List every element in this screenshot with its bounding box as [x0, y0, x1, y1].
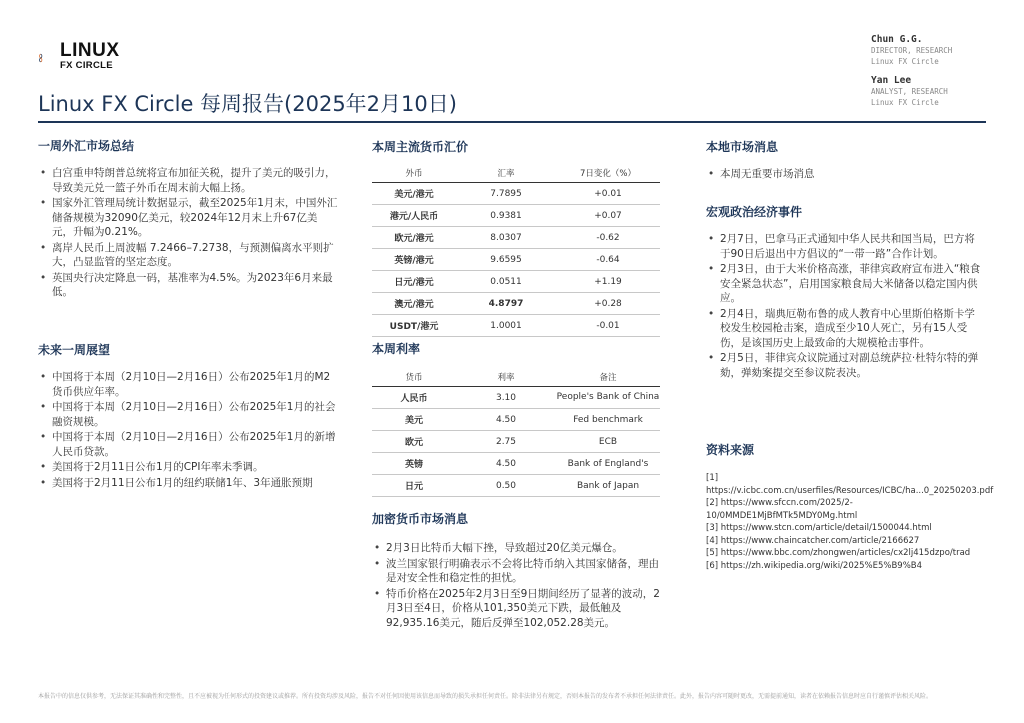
section-heading: 宏观政治经济事件	[706, 205, 803, 219]
list-item: • 2月3日，由于大米价格高涨，菲律宾政府宣布进入“粮食安全紧急状态”，启用国家粮食局大米储备以稳定国内供应。	[706, 262, 982, 306]
table-cell: 日元	[372, 475, 456, 497]
author-org: Linux FX Circle	[871, 57, 939, 66]
author-name: Yan Lee	[871, 75, 912, 86]
outlook-list	[38, 370, 338, 490]
table-cell: 美元/港元	[372, 183, 456, 205]
author-name: Chun G.G.	[871, 34, 923, 45]
table-row	[372, 183, 660, 205]
table-cell: People's Bank of China	[556, 387, 660, 409]
table-cell: USDT/港元	[372, 315, 456, 337]
table-row	[372, 205, 660, 227]
sources-section	[706, 441, 994, 572]
table-cell: 1.0001	[456, 315, 556, 337]
table-cell: -0.62	[556, 227, 660, 249]
table-row	[372, 387, 660, 409]
list-item: • 特币价格在2025年2月3日至9日期间经历了显著的波动，2月3日至4日，价格从101,350美元下跌，最低触及92,935.16美元，随后反弹至102,052.28美元。	[372, 587, 660, 631]
crypto-section	[372, 510, 660, 631]
list-item: • 波兰国家银行明确表示不会将比特币纳入其国家储备，理由是对安全性和稳定性的担忧。	[372, 557, 660, 586]
table-row	[372, 409, 660, 431]
crypto-list	[372, 541, 660, 630]
table-cell: 9.6595	[456, 249, 556, 271]
logo-wordmark: LINUX	[60, 40, 120, 61]
table-cell: +0.28	[556, 293, 660, 315]
table-cell: ECB	[556, 431, 660, 453]
column-header: 外币	[372, 165, 456, 183]
table-row	[372, 249, 660, 271]
list-item: • 本周无重要市场消息	[706, 167, 988, 182]
fx-summary-list	[38, 166, 338, 300]
table-cell: 欧元/港元	[372, 227, 456, 249]
fx-rates-section	[372, 138, 660, 337]
source-link[interactable]: [6] https://zh.wikipedia.org/wiki/2025%E5%B9%B4	[706, 560, 923, 571]
table-cell: 3.10	[456, 387, 556, 409]
table-row	[372, 431, 660, 453]
table-cell: 0.50	[456, 475, 556, 497]
table-cell: 美元	[372, 409, 456, 431]
table-cell: Bank of Japan	[556, 475, 660, 497]
interest-rates-table	[372, 369, 660, 497]
section-heading: 一周外汇市场总结	[38, 139, 135, 153]
table-row	[372, 315, 660, 337]
column-header: 备注	[556, 369, 660, 387]
section-heading: 未来一周展望	[38, 343, 111, 357]
table-cell: 2.75	[456, 431, 556, 453]
table-cell: 人民币	[372, 387, 456, 409]
table-cell: 4.50	[456, 453, 556, 475]
fx-rates-table	[372, 165, 660, 337]
list-item: • 白宫重申特朗普总统将宣布加征关税，提升了美元的吸引力，导致美元兑一篮子外币在周末前大幅上扬。	[38, 166, 338, 195]
table-cell: 4.50	[456, 409, 556, 431]
column-header: 汇率	[456, 165, 556, 183]
section-heading: 本周利率	[372, 342, 421, 356]
table-cell: 0.0511	[456, 271, 556, 293]
table-cell: 7.7895	[456, 183, 556, 205]
table-cell: 英镑	[372, 453, 456, 475]
source-link[interactable]: [5] https://www.bbc.com/zhongwen/articles/cx2lj415dzpo/trad	[706, 548, 971, 558]
table-cell: Fed benchmark	[556, 409, 660, 431]
outlook-section	[38, 341, 338, 491]
column-header: 利率	[456, 369, 556, 387]
table-cell: 日元/港元	[372, 271, 456, 293]
author-block	[871, 34, 952, 116]
table-row	[372, 293, 660, 315]
table-row	[372, 227, 660, 249]
logo-subtitle: FX CIRCLE	[60, 60, 113, 71]
list-item: • 中国将于本周（2月10日—2月16日）公布2025年1月的M2货币供应年率。	[38, 370, 338, 399]
list-item: • 中国将于本周（2月10日—2月16日）公布2025年1月的社会融资规模。	[38, 400, 338, 429]
list-item: • 中国将于本周（2月10日—2月16日）公布2025年1月的新增人民币贷款。	[38, 430, 338, 459]
list-item: • 2月7日，巴拿马正式通知中华人民共和国当局，巴方将于90日后退出中方倡议的“一带一路”合作计划。	[706, 232, 982, 261]
list-item: • 2月5日，菲律宾众议院通过对副总统萨拉·杜特尔特的弹劾，弹劾案提交至参议院表决。	[706, 351, 982, 380]
list-item: • 2月4日，瑞典厄勒布鲁的成人教育中心里斯伯格斯卡学校发生校园枪击案，造成至少10人死亡，另有15人受伤，是该国历史上最致命的大规模枪击事件。	[706, 307, 982, 351]
company-logo-icon	[38, 40, 60, 76]
list-item: • 离岸人民币上周波幅 7.2466–7.2738，与预测偏离水平则扩大，凸显监管的坚定态度。	[38, 241, 338, 270]
list-item: • 美国将于2月11日公布1月的纽约联储1年、3年通胀预期	[38, 476, 338, 491]
column-header: 7日变化（%）	[556, 165, 660, 183]
column-header: 货币	[372, 369, 456, 387]
table-cell: +1.19	[556, 271, 660, 293]
table-row	[372, 475, 660, 497]
author-role: ANALYST, RESEARCH	[871, 87, 948, 96]
table-cell: Bank of England's	[556, 453, 660, 475]
macro-list	[706, 232, 982, 380]
list-item: • 国家外汇管理局统计数据显示，截至2025年1月末，中国外汇储备规模为32090亿美元，较2024年12月末上升67亿美元，升幅为0.21%。	[38, 196, 338, 240]
table-cell: 澳元/港元	[372, 293, 456, 315]
table-cell: +0.07	[556, 205, 660, 227]
author-org: Linux FX Circle	[871, 98, 939, 107]
table-cell: 4.8797	[456, 293, 556, 315]
table-cell: 英镑/港元	[372, 249, 456, 271]
section-heading: 本周主流货币汇价	[372, 140, 469, 154]
source-link[interactable]: [4] https://www.chaincatcher.com/article/2166627	[706, 535, 920, 546]
table-cell: 0.9381	[456, 205, 556, 227]
table-cell: 欧元	[372, 431, 456, 453]
table-cell: 8.0307	[456, 227, 556, 249]
sources-list	[706, 472, 994, 572]
table-cell: -0.64	[556, 249, 660, 271]
section-heading: 本地市场消息	[706, 140, 779, 154]
fx-summary-section	[38, 137, 338, 301]
section-heading: 加密货币市场消息	[372, 512, 469, 526]
local-news-list	[706, 167, 988, 182]
section-heading: 资料来源	[706, 443, 755, 457]
interest-rates-section	[372, 340, 660, 497]
disclaimer-footer: 本报告中的信息仅供参考，无法保证其准确性和完整性，且不应被视为任何形式的投资建议或推荐。所有投资均涉及风险，报告不对任何因使用该信息而导致的损失承担任何责任。除非法律另有规定，否则本报告的发布者不承担任何法律责任。此外，报告内容可随时更改，无需提前通知，读者在依赖报告信息时应自行谨慎评估相关风险。	[38, 693, 933, 700]
author-role: DIRECTOR, RESEARCH	[871, 46, 953, 55]
list-item: • 2月3日比特币大幅下挫，导致超过20亿美元爆仓。	[372, 541, 660, 556]
table-row	[372, 271, 660, 293]
list-item: • 美国将于2月11日公布1月的CPI年率未季调。	[38, 460, 338, 475]
source-link[interactable]: [1] https://v.icbc.com.cn/userfiles/Resources/ICBC/ha...0_20250203.pdf	[706, 473, 994, 496]
table-cell: -0.01	[556, 315, 660, 337]
header-divider	[38, 121, 986, 123]
local-news-section	[706, 138, 988, 183]
macro-section	[706, 203, 982, 381]
table-cell: 港元/人民币	[372, 205, 456, 227]
source-link[interactable]: [2] https://www.sfccn.com/2025/2-10/0MMDE1MjBfMTk5MDY0Mg.html	[706, 498, 858, 521]
list-item: • 英国央行决定降息一码，基准率为4.5%。为2023年6月来最低。	[38, 271, 338, 300]
table-cell: +0.01	[556, 183, 660, 205]
source-link[interactable]: [3] https://www.stcn.com/article/detail/1500044.html	[706, 523, 932, 533]
page-title: Linux FX Circle 每周报告(2025年2月10日)	[38, 92, 457, 116]
table-row	[372, 453, 660, 475]
